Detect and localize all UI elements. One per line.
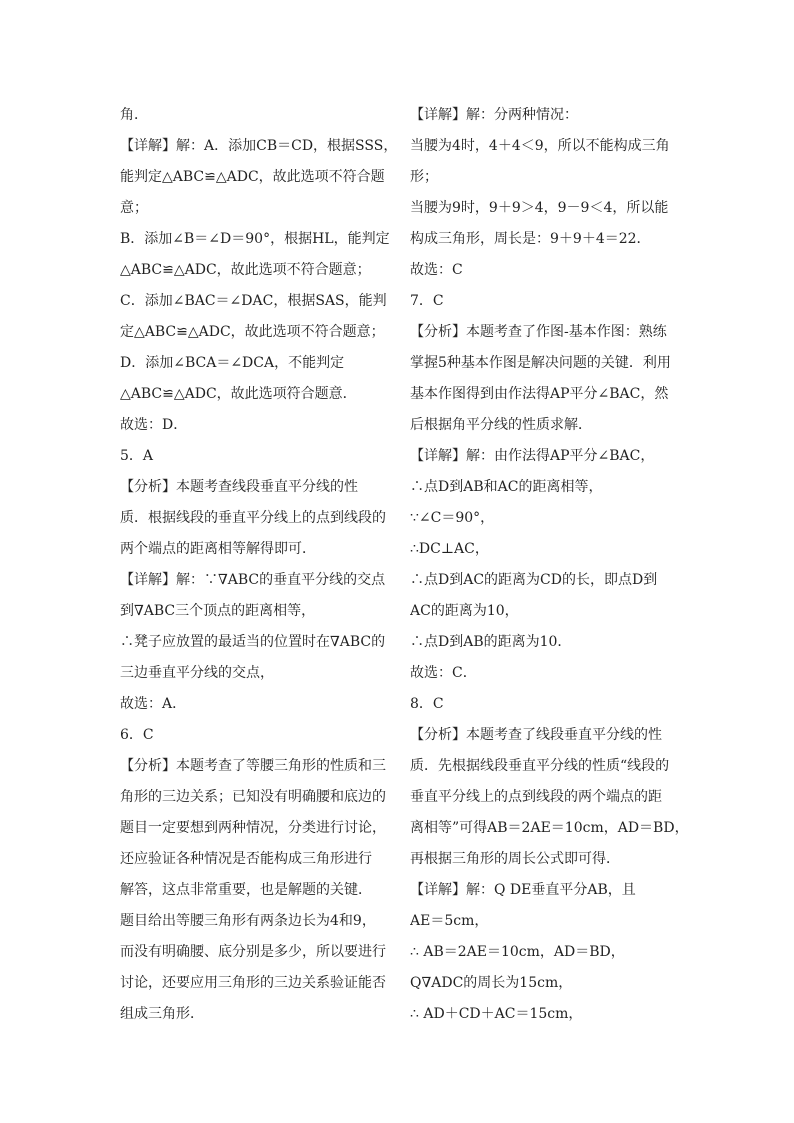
text-line: AC的距离为10， — [410, 603, 519, 619]
text-line: 当腰为4时，4＋4＜9，所以不能构成三角 — [410, 138, 670, 154]
question-number: 6．C — [120, 727, 154, 743]
text-line: 三边垂直平分线的交点， — [120, 665, 274, 681]
text-line: 后根据角平分线的性质求解． — [410, 417, 592, 433]
text-line: 当腰为9时，9＋9＞4，9－9＜4，所以能 — [410, 200, 669, 216]
text-line: ∴DC⊥AC， — [410, 541, 489, 557]
text-line: ∴ AB＝2AE＝10cm，AD＝BD， — [410, 944, 625, 960]
text-line: 【详解】解：分两种情况： — [410, 107, 578, 123]
text-line: 角． — [120, 107, 148, 123]
text-line: 题目一定要想到两种情况，分类进行讨论， — [120, 820, 386, 836]
text-line: 垂直平分线上的点到线段的两个端点的距 — [410, 789, 662, 805]
text-line: 题目给出等腰三角形有两条边长为4和9， — [120, 913, 376, 929]
text-line: 【详解】解：∵∇ABC的垂直平分线的交点 — [120, 572, 386, 588]
text-line: Q∇ADC的周长为15cm， — [410, 975, 573, 991]
text-line: C．添加∠BAC＝∠DAC，根据SAS，能判 — [120, 293, 387, 309]
text-line: 再根据三角形的周长公式即可得． — [410, 851, 620, 867]
text-line: △ABC≌△ADC，故此选项符合题意． — [120, 386, 357, 402]
text-line: 质．根据线段的垂直平分线上的点到线段的 — [120, 510, 386, 526]
left-column — [120, 100, 415, 1030]
text-line: 还应验证各种情况是否能构成三角形进行 — [120, 851, 372, 867]
text-line: ∵∠C＝90°， — [410, 510, 495, 526]
text-line: 【详解】解：A．添加CB＝CD，根据SSS， — [120, 138, 398, 154]
text-line: 故选：D． — [120, 417, 188, 433]
text-line: 解答，这点非常重要，也是解题的关键． — [120, 882, 372, 898]
text-line: 两个端点的距离相等解得即可． — [120, 541, 316, 557]
text-line: 组成三角形． — [120, 1006, 204, 1022]
text-line: 构成三角形，周长是：9＋9＋4＝22． — [410, 231, 651, 247]
text-line: ∴点D到AC的距离为CD的长，即点D到 — [410, 572, 658, 588]
text-line: 【详解】解：由作法得AP平分∠BAC， — [410, 448, 655, 464]
text-line: △ABC≌△ADC，故此选项不符合题意； — [120, 262, 371, 278]
text-line: 能判定△ABC≌△ADC，故此选项不符合题 — [120, 169, 385, 185]
question-number: 5．A — [120, 448, 154, 464]
text-line: 故选：A． — [120, 696, 187, 712]
text-line: D．添加∠BCA＝∠DCA，不能判定 — [120, 355, 345, 371]
right-column — [410, 100, 705, 1030]
text-line: 形； — [410, 169, 438, 185]
question-number: 7．C — [410, 293, 444, 309]
text-line: 【分析】本题考查线段垂直平分线的性 — [120, 479, 358, 495]
text-line: ∴点D到AB的距离为10． — [410, 634, 572, 650]
text-line: 而没有明确腰、底分别是多少，所以要进行 — [120, 944, 386, 960]
text-line: 【分析】本题考查了线段垂直平分线的性 — [410, 727, 662, 743]
text-line: AE＝5cm， — [410, 913, 489, 929]
text-line: 【详解】解：Q DE垂直平分AB，且 — [410, 882, 636, 898]
question-number: 8．C — [410, 696, 444, 712]
text-line: ∴点D到AB和AC的距离相等， — [410, 479, 603, 495]
text-line: 【分析】本题考查了等腰三角形的性质和三 — [120, 758, 386, 774]
text-line: 质．先根据线段垂直平分线的性质“线段的 — [410, 758, 670, 774]
text-line: 定△ABC≌△ADC，故此选项不符合题意； — [120, 324, 385, 340]
text-line: 意； — [120, 200, 148, 216]
text-line: 故选：C． — [410, 665, 477, 681]
text-line: 角形的三边关系；已知没有明确腰和底边的 — [120, 789, 386, 805]
text-line: 【分析】本题考查了作图-基本作图：熟练 — [410, 324, 667, 340]
text-line: B．添加∠B＝∠D＝90°，根据HL，能判定 — [120, 231, 390, 247]
text-line: 故选：C — [410, 262, 463, 278]
text-line: ∴ AD＋CD＋AC＝15cm， — [410, 1006, 583, 1022]
text-line: 到∇ABC三个顶点的距离相等， — [120, 603, 316, 619]
text-line: 掌握5种基本作图是解决问题的关键．利用 — [410, 355, 671, 371]
text-line: 讨论，还要应用三角形的三边关系验证能否 — [120, 975, 386, 991]
text-line: ∴凳子应放置的最适当的位置时在∇ABC的 — [120, 634, 386, 650]
text-line: 离相等”可得AB＝2AE＝10cm，AD＝BD， — [410, 820, 689, 836]
text-line: 基本作图得到由作法得AP平分∠BAC，然 — [410, 386, 669, 402]
